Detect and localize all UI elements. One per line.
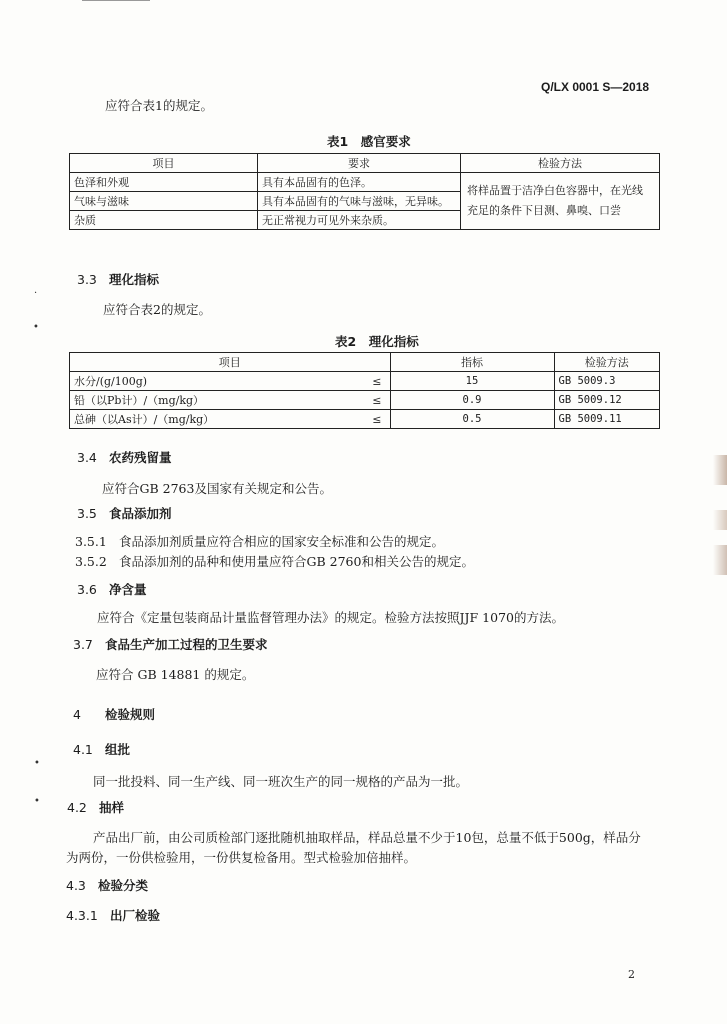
table1-item: 杂质 [70, 211, 258, 230]
section-number: 4.1 [73, 742, 93, 757]
margin-mark: • [34, 758, 40, 769]
table2-header-item: 项目 [70, 353, 391, 372]
table-row [70, 391, 660, 410]
table2-value: 15 [390, 372, 554, 391]
table-row [70, 372, 660, 391]
table1-requirement: 具有本品固有的色泽。 [258, 173, 461, 192]
table2-item: 铅（以Pb计）/（mg/kg） [70, 391, 367, 410]
section-3-7-heading [73, 635, 268, 653]
top-scan-line [82, 0, 150, 1]
section-number: 3.5 [77, 506, 97, 521]
table2-header-method: 检验方法 [554, 353, 660, 372]
section-number: 4.2 [67, 800, 87, 815]
section-3-5-2 [75, 552, 474, 570]
section-4-3-1-heading [66, 906, 160, 924]
table2-method: GB 5009.12 [554, 391, 660, 410]
subsection-number: 3.5.1 [75, 534, 107, 549]
table2-header-value: 指标 [390, 353, 554, 372]
section-number: 4.3.1 [66, 908, 98, 923]
table2-item: 总砷（以As计）/（mg/kg） [70, 410, 367, 429]
section-title: 净含量 [109, 582, 147, 597]
table1-header-method: 检验方法 [461, 154, 660, 173]
page-number: 2 [628, 968, 635, 981]
standard-code: Q/LX 0001 S—2018 [541, 80, 650, 94]
section-3-4-heading [77, 448, 172, 466]
subsection-number: 3.5.2 [75, 554, 107, 569]
section-title: 食品生产加工过程的卫生要求 [105, 637, 268, 652]
table2-value: 0.5 [390, 410, 554, 429]
intro-line: 应符合表1的规定。 [105, 98, 213, 113]
section-number: 3.6 [77, 582, 97, 597]
section-title: 检验分类 [98, 878, 149, 893]
table1-item: 气味与滋味 [70, 192, 258, 211]
table2-op: ≤ [366, 391, 390, 410]
table-row [70, 173, 660, 192]
section-number: 3.3 [77, 272, 97, 287]
section-number: 3.7 [73, 637, 93, 652]
table1-header-row [70, 154, 660, 173]
section-title: 理化指标 [109, 272, 160, 287]
section-title: 检验规则 [105, 707, 156, 722]
section-4-2-text-line1: 产品出厂前，由公司质检部门逐批随机抽取样品，样品总量不少于10包，总量不低于500g，样品分 [93, 830, 641, 845]
section-number: 3.4 [77, 450, 97, 465]
table2-caption: 表2 理化指标 [335, 334, 419, 349]
table1-caption: 表1 感官要求 [327, 134, 411, 149]
table2-value: 0.9 [390, 391, 554, 410]
table1-item: 色泽和外观 [70, 173, 258, 192]
section-4-2-heading [67, 798, 124, 816]
table2-op: ≤ [366, 410, 390, 429]
section-3-7-text: 应符合 GB 14881 的规定。 [96, 667, 255, 682]
section-4-3-heading [66, 876, 148, 894]
seal-edge-fragment [713, 510, 727, 530]
section-3-3-text: 应符合表2的规定。 [103, 302, 211, 317]
table1-sensory [69, 153, 660, 230]
section-title: 农药残留量 [109, 450, 172, 465]
seal-edge-fragment [713, 455, 727, 485]
seal-edge-fragment [713, 545, 727, 575]
section-title: 食品添加剂 [109, 506, 172, 521]
table2-op: ≤ [366, 372, 390, 391]
section-4-1-heading [73, 740, 130, 758]
section-number: 4 [73, 707, 81, 722]
section-3-4-text: 应符合GB 2763及国家有关规定和公告。 [102, 481, 332, 496]
subsection-text: 食品添加剂质量应符合相应的国家安全标准和公告的规定。 [119, 534, 445, 549]
table1-requirement: 具有本品固有的气味与滋味，无异味。 [258, 192, 461, 211]
table2-header-row [70, 353, 660, 372]
subsection-text: 食品添加剂的品种和使用量应符合GB 2760和相关公告的规定。 [119, 554, 474, 569]
section-3-5-1 [75, 532, 444, 550]
margin-mark: · [34, 288, 38, 299]
section-number: 4.3 [66, 878, 86, 893]
section-3-6-heading [77, 580, 147, 598]
section-title: 组批 [105, 742, 131, 757]
table1-header-requirement: 要求 [258, 154, 461, 173]
table2-physicochemical [69, 352, 660, 429]
section-4-heading [73, 705, 155, 723]
table2-method: GB 5009.3 [554, 372, 660, 391]
section-3-6-text: 应符合《定量包装商品计量监督管理办法》的规定。检验方法按照JJF 1070的方法。 [97, 610, 564, 625]
table1-requirement: 无正常视力可见外来杂质。 [258, 211, 461, 230]
table2-item: 水分/(g/100g) [70, 372, 367, 391]
section-3-5-heading [77, 504, 172, 522]
table1-header-item: 项目 [70, 154, 258, 173]
margin-mark: • [34, 796, 40, 807]
table-row [70, 410, 660, 429]
margin-mark: • [33, 322, 39, 333]
section-4-2-text-line2: 为两份，一份供检验用，一份供复检备用。型式检验加倍抽样。 [66, 850, 417, 865]
section-4-1-text: 同一批投料、同一生产线、同一班次生产的同一规格的产品为一批。 [93, 774, 469, 789]
table2-method: GB 5009.11 [554, 410, 660, 429]
section-title: 出厂检验 [110, 908, 161, 923]
table1-method: 将样品置于洁净白色容器中，在光线充足的条件下目测、鼻嗅、口尝 [461, 173, 660, 230]
section-3-3-heading [77, 270, 159, 288]
section-title: 抽样 [99, 800, 125, 815]
